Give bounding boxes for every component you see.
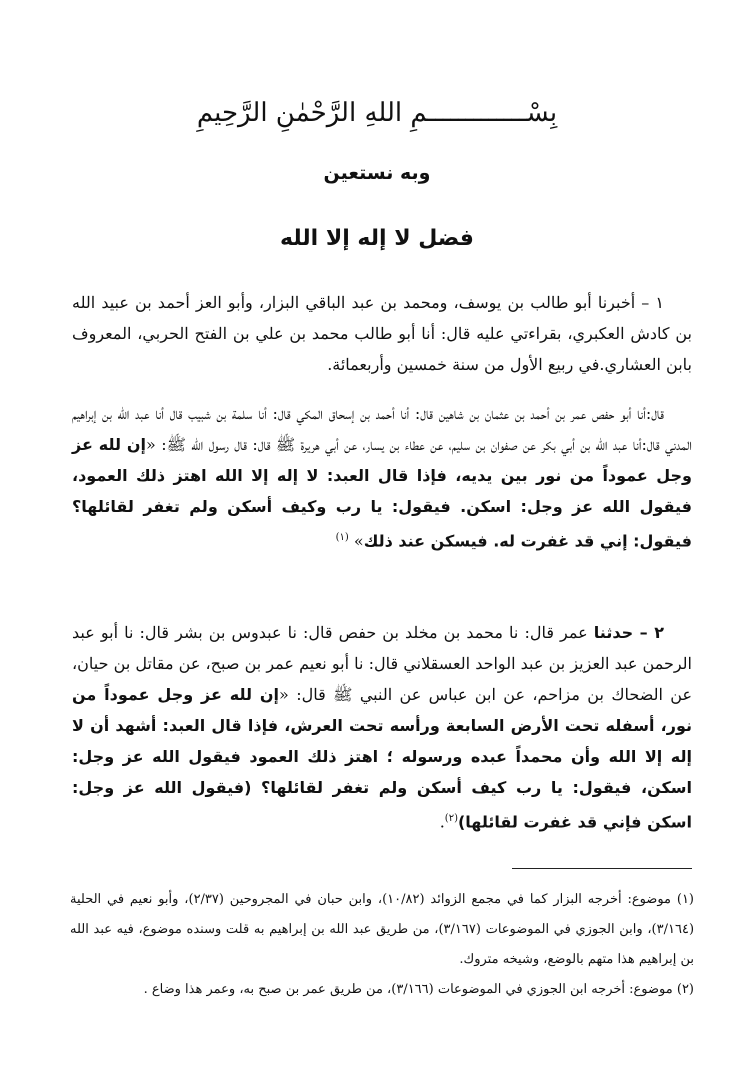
hadith-2-text: [72, 617, 692, 837]
hadith-1-text: [72, 398, 692, 556]
basmala-heading: بِسْـــــــــــــمِ اللهِ الرَّحْمٰنِ الرَّحِيمِ: [196, 98, 558, 128]
hadith-2-isnad: عمر قال: نا محمد بن مخلد بن حفص قال: نا عبدوس بن بشر قال: نا أبو عبد الرحمن عبد العزيز بن عبد الواحد العسقلاني قال: نا أبو نعيم عمر بن صبح، عن مقاتل بن حيان، عن الضحاك بن مزاحم، عن ابن عباس عن النبي ﷺ قال: «: [72, 623, 693, 704]
page-title: فضل لا إله إلا الله: [280, 226, 474, 251]
hadith-2-end: .: [439, 812, 445, 832]
footnotes: [70, 885, 694, 1005]
footnote-1: (١) موضوع: أخرجه البزار كما في مجمع الزوائد (١٠/٨٢)، وابن حبان في المجروحين (٢/٣٧)، وأبو نعيم في الحلية (٣/١٦٤)، وابن الجوزي في الموضوعات (٣/١٦٧)، من طريق عبد الله بن إبراهيم به قلت وسنده موضوع، فيه عبد الله بن إبراهيم هذا متهم بالوضع، وشيخه متروك.: [70, 892, 695, 967]
hadith-2-number: ٢ – حدثنا: [593, 623, 664, 642]
footnote-ref-1: (١): [335, 532, 349, 543]
hadith-1-isnad: قال:أنا أبو حفص عمر بن أحمد بن عثمان بن شاهين قال: أنا أحمد بن إسحاق المكي قال: أنا سلمة بن شبيب قال أنا عبد الله بن إبراهيم المدني قال:أنا عبد الله بن أبي بكر عن صفوان بن سليم، عن عطاء بن يسار، عن أبي هريرة ﷺ قال: قال رسول الله ﷺ: «: [72, 404, 693, 454]
hadith-1-matn: إن لله عز وجل عموداً من نور بين يديه، فإذا قال العبد: لا إله إلا الله اهتز ذلك العمود، فيقول الله عز وجل: اسكن. فيقول: يا رب وكيف أسكن ولم تغفر لقائلها؟ فيقول: إني قد غفرت له. فيسكن عند ذلك: [72, 435, 692, 551]
subheading: وبه نستعين: [323, 162, 431, 184]
hadith-1-close: »: [353, 531, 364, 551]
paragraph-1: [72, 287, 692, 380]
footnote-2: (٢) موضوع: أخرجه ابن الجوزي في الموضوعات (٣/١٦٦)، من طريق عمر بن صبح به، وعمر هذا وضاع .: [143, 982, 694, 997]
paragraph-2: [72, 398, 692, 556]
hadith-2-matn: إن لله عز وجل عموداً من نور، أسفله تحت الأرض السابعة ورأسه تحت العرش، فإذا قال العبد: أشهد أن لا إله إلا الله وأن محمداً عبده ورسوله ؛ اهتز ذلك العمود فيقول الله عز وجل: اسكن، فيقول: يا رب كيف أسكن ولم تغفر لقائلها؟ (فيقول الله عز وجل: اسكن فإني قد غفرت لقائلها): [72, 685, 692, 832]
hadith-1-chain: ١ – أخبرنا أبو طالب بن يوسف، ومحمد بن عبد الباقي البزار، وأبو العز أحمد بن عبيد الله بن كادش العكبري، بقراءتي عليه قال: أنا أبو طالب محمد بن علي بن الفتح الحربي، المعروف بابن العشاري.في ربيع الأول من سنة خمسين وأربعمائة.: [72, 293, 693, 374]
footnote-ref-2: (٢): [444, 813, 458, 824]
paragraph-3: [72, 617, 692, 837]
footnote-divider: [512, 868, 692, 869]
